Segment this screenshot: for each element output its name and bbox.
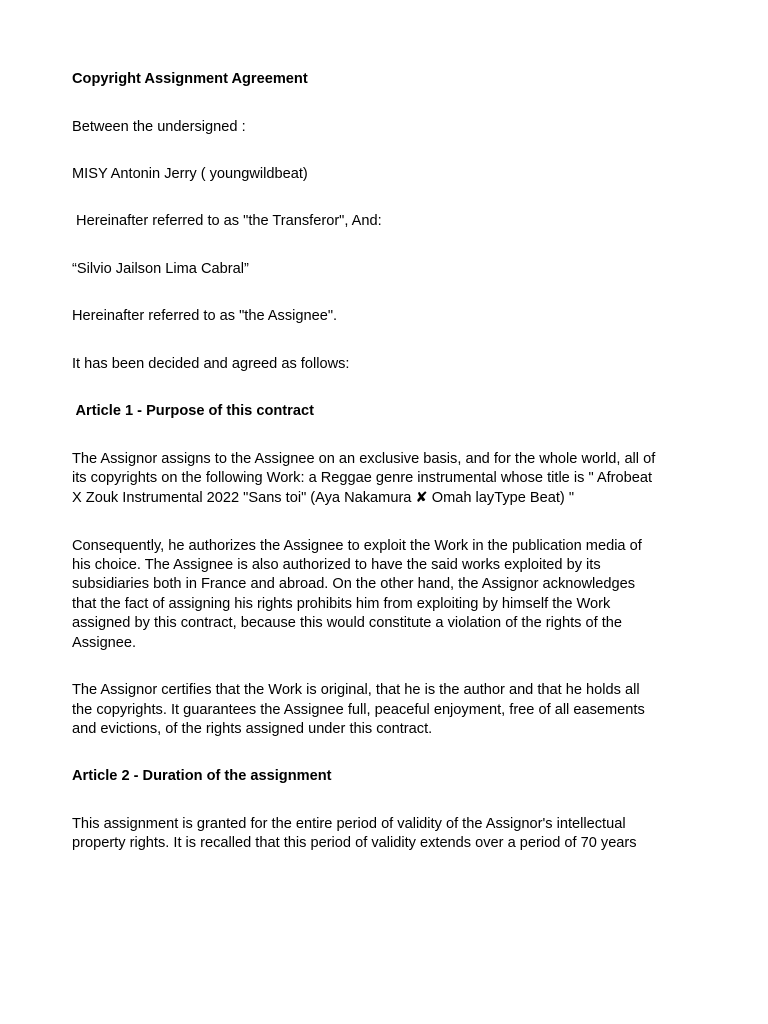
paragraph-line: property rights. It is recalled that this period of validity extends over a period of 70 years [72, 835, 637, 851]
paragraph-line: X Zouk Instrumental 2022 "Sans toi" (Aya Nakamura ✘ Omah layType Beat) " [72, 490, 575, 506]
paragraph-line: Assignee. [72, 635, 137, 651]
agreement-intro: It has been decided and agreed as follows: [72, 356, 350, 372]
assignee-reference: Hereinafter referred to as "the Assignee". [72, 308, 338, 324]
paragraph-line: The Assignor assigns to the Assignee on an exclusive basis, and for the whole world, all of [72, 451, 656, 467]
paragraph-line: subsidiaries both in France and abroad. On the other hand, the Assignor acknowledges [72, 576, 636, 592]
paragraph-line: Consequently, he authorizes the Assignee to exploit the Work in the publication media of [72, 538, 642, 554]
paragraph-line: The Assignor certifies that the Work is original, that he is the author and that he holds all [72, 682, 640, 698]
article-1-heading: Article 1 - Purpose of this contract [72, 403, 314, 419]
paragraph-line: assigned by this contract, because this would constitute a violation of the rights of the [72, 615, 623, 631]
paragraph-line: the copyrights. It guarantees the Assignee full, peaceful enjoyment, free of all easements [72, 702, 645, 718]
article-2-heading: Article 2 - Duration of the assignment [72, 768, 332, 784]
paragraph-line: his choice. The Assignee is also authorized to have the said works exploited by its [72, 557, 601, 573]
paragraph-line: and evictions, of the rights assigned under this contract. [72, 721, 433, 737]
paragraph-line: its copyrights on the following Work: a Reggae genre instrumental whose title is " Afrobeat [72, 470, 653, 486]
paragraph-line: that the fact of assigning his rights prohibits him from exploiting by himself the Work [72, 596, 611, 612]
document-title: Copyright Assignment Agreement [72, 71, 308, 87]
transferor-name: MISY Antonin Jerry ( youngwildbeat) [72, 166, 308, 182]
between-text: Between the undersigned : [72, 119, 246, 135]
transferor-reference: Hereinafter referred to as "the Transferor", And: [72, 213, 382, 229]
paragraph-line: This assignment is granted for the entire period of validity of the Assignor's intellectual [72, 816, 626, 832]
assignee-name: “Silvio Jailson Lima Cabral” [72, 261, 249, 277]
